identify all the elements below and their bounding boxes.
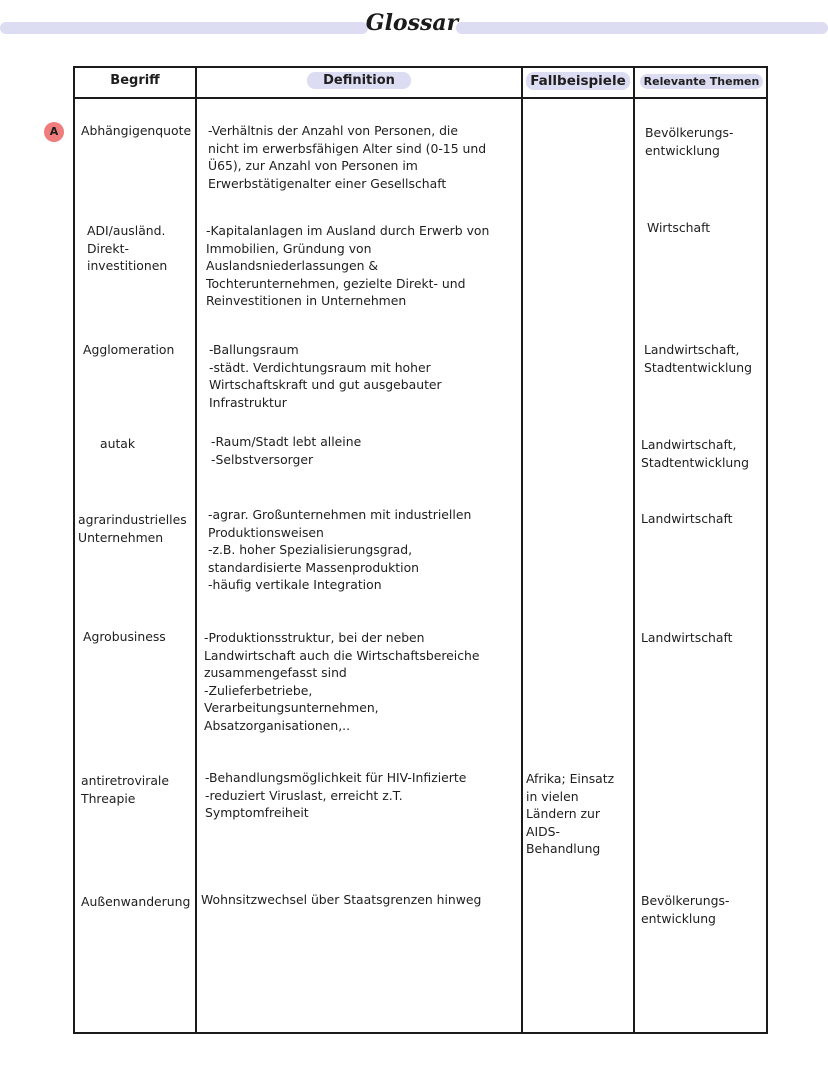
header-definition-label: Definition bbox=[307, 72, 411, 89]
title-underline-left bbox=[0, 22, 368, 34]
header-examples bbox=[523, 73, 633, 89]
header-examples-label: Fallbeispiele bbox=[526, 72, 630, 90]
term-cell: Außenwanderung bbox=[81, 894, 191, 909]
definition-cell: -Verhältnis der Anzahl von Personen, die nicht im erwerbsfähigen Alter sind (0-15 und Ü65), zur Anzahl von Personen im Erwerbstätigenalter einer Gesellschaft bbox=[208, 123, 487, 191]
header-topics-label: Relevante Themen bbox=[640, 74, 764, 89]
definition-cell: -Ballungsraum -städt. Verdichtungsraum mit hoher Wirtschaftskraft und gut ausgebauter Infrastruktur bbox=[209, 342, 442, 410]
topics-cell: Landwirtschaft bbox=[641, 511, 733, 526]
header-divider bbox=[75, 97, 766, 99]
example-cell: Afrika; Einsatz in vielen Ländern zur AIDS- Behandlung bbox=[526, 771, 615, 857]
header-term-label: Begriff bbox=[110, 73, 160, 88]
definition-cell: -agrar. Großunternehmen mit industriellen Produktionsweisen -z.B. hoher Spezialisierungsgrad, standardisierte Massenproduktion -häufig vertikale Integration bbox=[208, 507, 472, 593]
glossary-table bbox=[73, 66, 768, 1034]
term-cell: autak bbox=[100, 436, 136, 451]
term-cell: ADI/ausländ. Direkt- investitionen bbox=[87, 223, 168, 274]
definition-cell: Wohnsitzwechsel über Staatsgrenzen hinweg bbox=[201, 892, 482, 907]
term-cell: agrarindustrielles Unternehmen bbox=[78, 512, 187, 545]
topics-cell: Wirtschaft bbox=[647, 220, 711, 235]
header-topics bbox=[635, 75, 768, 88]
definition-cell: -Behandlungsmöglichkeit für HIV-Infizierte -reduziert Viruslast, erreicht z.T. Symptomfreiheit bbox=[205, 770, 467, 821]
term-cell: antiretrovirale Threapie bbox=[81, 773, 169, 806]
topics-cell: Landwirtschaft, Stadtentwicklung bbox=[644, 342, 752, 375]
column-divider bbox=[633, 68, 635, 1032]
term-cell: Agrobusiness bbox=[83, 629, 166, 644]
topics-cell: Landwirtschaft bbox=[641, 630, 733, 645]
definition-cell: -Kapitalanlagen im Ausland durch Erwerb von Immobilien, Gründung von Auslandsniederlassungen & Tochterunternehmen, gezielte Direkt- und Reinvestitionen in Unternehmen bbox=[206, 223, 490, 309]
letter-marker: A bbox=[44, 122, 64, 142]
topics-cell: Bevölkerungs- entwicklung bbox=[645, 125, 734, 158]
topics-cell: Landwirtschaft, Stadtentwicklung bbox=[641, 437, 749, 470]
topics-cell: Bevölkerungs- entwicklung bbox=[641, 893, 730, 926]
page-title: Glossar bbox=[365, 10, 459, 36]
term-cell: Agglomeration bbox=[83, 342, 175, 357]
column-divider bbox=[521, 68, 523, 1032]
definition-cell: -Raum/Stadt lebt alleine -Selbstversorger bbox=[211, 434, 362, 467]
column-divider bbox=[195, 68, 197, 1032]
term-cell: Abhängigenquote bbox=[81, 123, 192, 138]
definition-cell: -Produktionsstruktur, bei der neben Landwirtschaft auch die Wirtschaftsbereiche zusammengefasst sind -Zulieferbetriebe, Verarbeitungsunternehmen, Absatzorganisationen,.. bbox=[204, 630, 480, 733]
title-underline-right bbox=[456, 22, 828, 34]
header-definition bbox=[197, 73, 521, 88]
header-term bbox=[75, 73, 195, 88]
